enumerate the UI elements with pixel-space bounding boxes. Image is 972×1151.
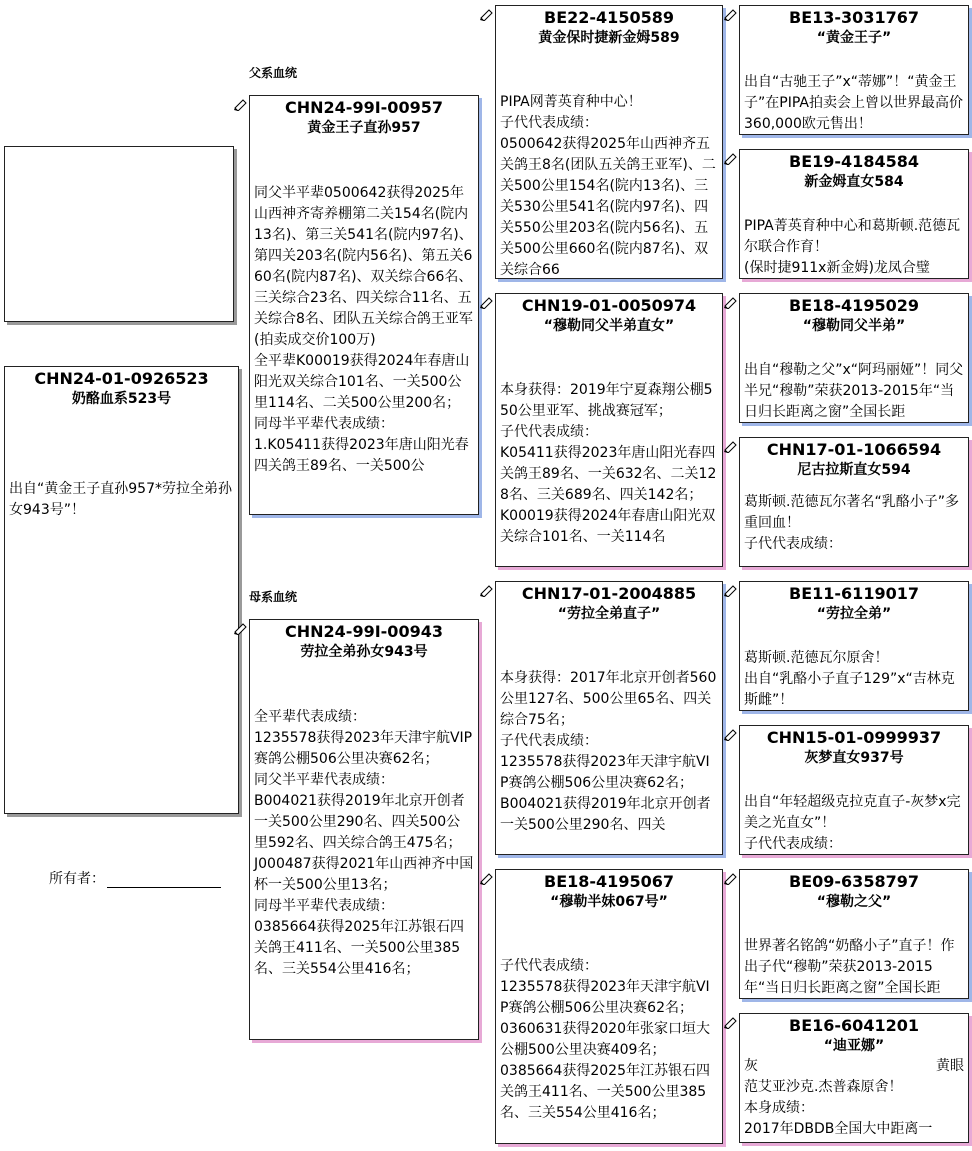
sd-name: “穆勒同父半弟直女” [543,318,675,334]
dam-name: 劳拉全弟孙女943号 [300,644,428,660]
sire-name: 黄金王子直孙957 [307,120,421,136]
ss-desc: PIPA网菁英育种中心！ 子代代表成绩： 0500642获得2025年山西神齐五关鸽王8名(团队五关鸽王亚军)、二关500公里154名(院内13名)、三关530公里541名(院内97名)、四关550公里203名(院内56名)、五关500公里660名(院内87名)、双关综合66 [500,94,716,278]
ss-ring: BE22-4150589 [544,8,674,27]
pencil-icon [723,871,739,885]
pencil-icon [233,97,249,111]
subject-ring: CHN24-01-0926523 [34,369,209,388]
pencil-icon [723,7,739,21]
sdd-card [739,437,969,567]
ssd-name: 新金姆直女584 [804,174,904,190]
sss-ring: BE13-3031767 [789,8,919,27]
sss-desc: 出自“古驰王子”x“蒂娜”！“黄金王子”在PIPA拍卖会上曾以世界最高价360,000欧元售出！ [744,74,963,132]
sss-card [739,5,969,135]
subject-card [4,366,239,814]
pencil-icon [479,295,495,309]
ddd-color-row [740,1056,968,1077]
dds-name: “穆勒之父” [816,894,892,910]
subject-name: 奶酪血系523号 [71,391,172,407]
sds-name: “穆勒同父半弟” [802,318,906,334]
sss-name: “黄金王子” [816,30,892,46]
dd-name: “穆勒半妹067号” [550,894,668,910]
sd-ring: CHN19-01-0050974 [521,296,697,315]
dsd-desc: 出自“年轻超级克拉克直子-灰梦x完美之光直女”！ 子代代表成绩： [744,794,961,852]
owner-field [49,868,221,888]
pencil-icon [479,871,495,885]
sdd-ring: CHN17-01-1066594 [766,440,942,459]
pencil-icon [723,151,739,165]
dam-line-label: 母系血统 [249,590,298,604]
sd-card [495,293,723,567]
dds-ring: BE09-6358797 [789,872,919,891]
dss-desc: 葛斯顿.范德瓦尔原舍！ 出自“乳酪小子直子129”x“吉林克斯雌”！ [744,650,955,708]
dam-ring: CHN24-99I-00943 [285,622,443,641]
ddd-ring: BE16-6041201 [789,1016,919,1035]
pencil-icon [479,7,495,21]
dsd-card [739,725,969,855]
dss-ring: BE11-6119017 [789,584,919,603]
dss-card [739,581,969,711]
sdd-desc: 葛斯顿.范德瓦尔著名“乳酪小子”多重回血！ 子代代表成绩： [744,494,959,552]
sds-card [739,293,969,423]
sire-card [249,95,479,515]
sire-ring: CHN24-99I-00957 [285,98,443,117]
pencil-icon [723,727,739,741]
sdd-name: 尼古拉斯直女594 [797,462,911,478]
dds-card [739,869,969,999]
sd-desc: 本身获得：2019年宁夏森翔公棚550公里亚军、挑战赛冠军； 子代代表成绩： K05411获得2023年唐山阳光春四关鸽王89名、一关632名、二关128名、三关689名、四关142名； K00019获得2024年春唐山阳光双关综合101名、一关114名 [500,382,717,545]
ssd-ring: BE19-4184584 [789,152,919,171]
ddd-eye: 黄眼 [936,1058,964,1074]
ddd-name: “迪亚娜” [823,1038,885,1054]
ds-name: “劳拉全弟直子” [557,606,661,622]
ddd-color: 灰 [744,1058,758,1074]
pencil-icon [723,1015,739,1029]
owner-line [107,873,221,888]
dds-desc: 世界著名铭鸽“奶酪小子”直子！作出子代“穆勒”荣获2013-2015年“当日归长距离之窗”全国长距 [744,938,955,996]
dd-card [495,869,723,1144]
pencil-icon [723,295,739,309]
ds-ring: CHN17-01-2004885 [521,584,697,603]
pencil-icon [723,439,739,453]
dd-desc: 子代代表成绩： 1235578获得2023年天津宇航VIP赛鸽公棚506公里决赛62名； 0360631获得2020年张家口垣大公棚500公里决赛409名； 0385664获得2025年江苏银石四关鸽王411名、一关500公里385名、三关554公里416名； [500,958,710,1121]
ss-card [495,5,723,279]
sire-desc: 同父半平辈0500642获得2025年山西神齐寄养棚第二关154名(院内13名)、第三关541名(院内97名)、第四关203名(院内56名)、第五关660名(院内87名)、双关综合66名、三关综合23名、四关综合11名、五关综合8名、团队五关综合鸽王亚军(拍卖成交价100万) 全平辈K00019获得2024年春唐山阳光双关综合101名、一关500公里114名、二关500公里200名； 同母半平辈代表成绩： 1.K05411获得2023年唐山阳光春四关鸽王89名、一关500公 [254,185,473,474]
ddd-desc: 范艾亚沙克.杰普森原舍！ 本身成绩： 2017年DBDB全国大中距离一 [744,1079,933,1137]
dsd-name: 灰梦直女937号 [804,750,904,766]
dam-desc: 全平辈代表成绩： 1235578获得2023年天津宇航VIP赛鸽公棚506公里决赛62名； 同父半平辈代表成绩： B004021获得2019年北京开创者一关500公里290名、四关500公里592名、四关综合鸽王475名； J000487获得2021年山西神齐中国杯一关500公里13名； 同母半平辈代表成绩： 0385664获得2025年江苏银石四关鸽王411名、一关500公里385名、三关554公里416名； [254,709,474,977]
ddd-card [739,1013,969,1143]
ds-card [495,581,723,855]
pencil-icon [479,583,495,597]
pencil-icon [233,621,249,635]
ds-desc: 本身获得：2017年北京开创者560公里127名、500公里65名、四关综合75名； 子代代表成绩： 1235578获得2023年天津宇航VIP赛鸽公棚506公里决赛62名； B004021获得2019年北京开创者一关500公里290名、四关 [500,670,717,833]
sds-desc: 出自“穆勒之父”x“阿玛丽娅”！同父半兄“穆勒”荣获2013-2015年“当日归长距离之窗”全国长距 [744,362,964,420]
sire-line-label: 父系血统 [249,66,298,80]
sds-ring: BE18-4195029 [789,296,919,315]
dam-card [249,619,479,1040]
ssd-card [739,149,969,279]
subject-desc: 出自“黄金王子直孙957*劳拉全弟孙女943号”！ [9,481,232,518]
pencil-icon [723,583,739,597]
ssd-desc: PIPA菁英育种中心和葛斯顿.范德瓦尔联合作育！ (保时捷911x新金姆)龙凤合璧 [744,218,961,276]
dsd-ring: CHN15-01-0999937 [766,728,942,747]
photo-box [4,146,234,322]
owner-label: 所有者： [49,871,105,887]
dss-name: “劳拉全弟” [816,606,892,622]
dd-ring: BE18-4195067 [544,872,674,891]
ss-name: 黄金保时捷新金姆589 [538,30,680,46]
